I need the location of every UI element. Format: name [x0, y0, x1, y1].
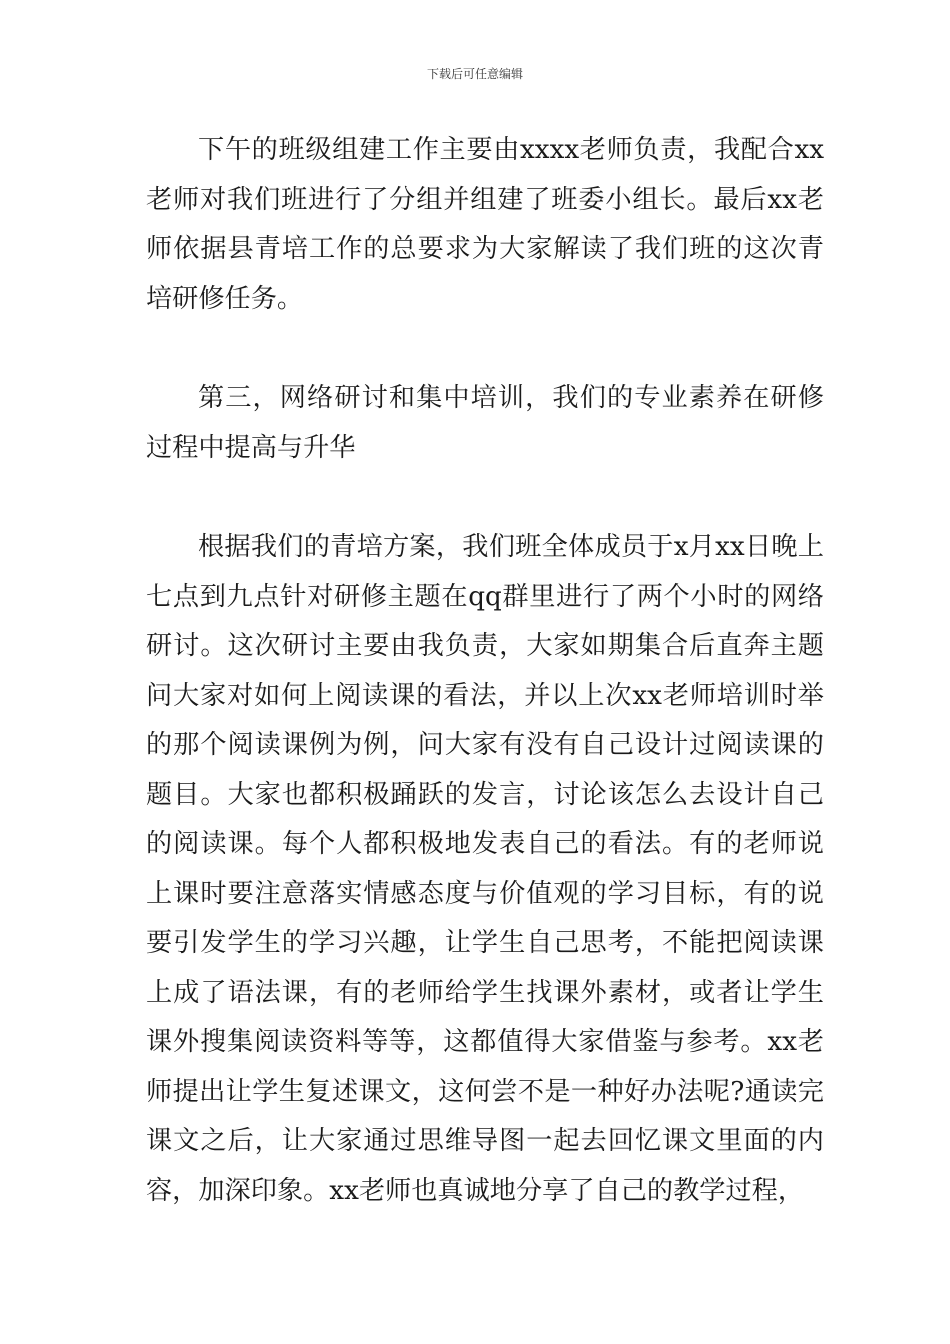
- section-heading-third: 第三，网络研讨和集中培训，我们的专业素养在研修过程中提高与升华: [146, 383, 824, 463]
- document-body: [146, 126, 824, 1216]
- paragraph-class-setup: 下午的班级组建工作主要由xxxx老师负责，我配合xx老师对我们班进行了分组并组建了班委小组长。最后xx老师依据县青培工作的总要求为大家解读了我们班的这次青培研修任务。: [146, 135, 824, 314]
- paragraph-online-discussion: 根据我们的青培方案，我们班全体成员于x月xx日晚上七点到九点针对研修主题在qq群里进行了两个小时的网络研讨。这次研讨主要由我负责，大家如期集合后直奔主题问大家对如何上阅读课的看法，并以上次xx老师培训时举的那个阅读课例为例，问大家有没有自己设计过阅读课的题目。大家也都积极踊跃的发言，讨论该怎么去设计自己的阅读课。每个人都积极地发表自己的看法。有的老师说上课时要注意落实情感态度与价值观的学习目标，有的说要引发学生的学习兴趣，让学生自己思考，不能把阅读课上成了语法课，有的老师给学生找课外素材，或者让学生课外搜集阅读资料等等，这都值得大家借鉴与参考。xx老师提出让学生复述课文，这何尝不是一种好办法呢?通读完课文之后，让大家通过思维导图一起去回忆课文里面的内容，加深印象。xx老师也真诚地分享了自己的教学过程，: [146, 532, 824, 1206]
- page-header: 下载后可任意编辑: [426, 67, 523, 81]
